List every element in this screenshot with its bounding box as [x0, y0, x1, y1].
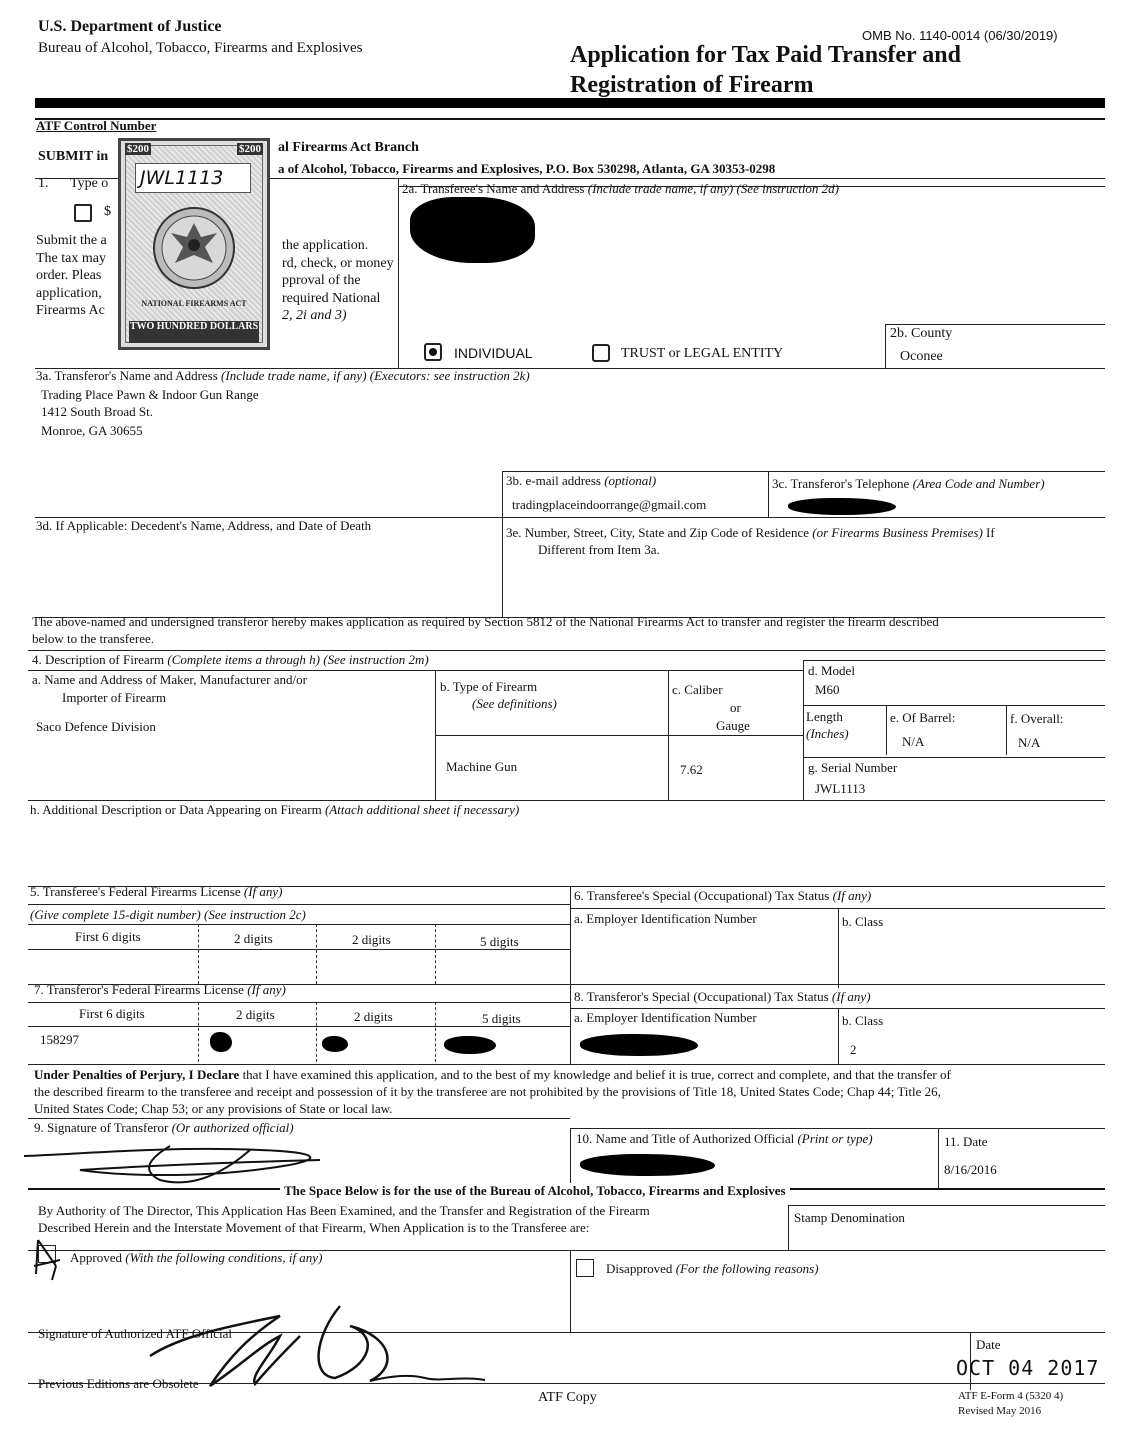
statement-line1: The above-named and undersigned transferor hereby makes application as required by Section 5812 of the National Firearms Act to transfer and register the firearm described [32, 614, 939, 629]
caliber-gauge: Gauge [716, 718, 750, 733]
overall-length-value: N/A [1018, 735, 1041, 750]
maker-value: Saco Defence Division [36, 719, 156, 734]
stamp-handwritten-serial: JWL1113 [135, 163, 251, 193]
firearm-type-label: b. Type of Firearm [440, 679, 538, 694]
residence-label-line2: Different from Item 3a. [538, 542, 660, 557]
individual-radio[interactable] [424, 343, 442, 361]
bureau-name: Bureau of Alcohol, Tobacco, Firearms and Explosives [38, 40, 363, 56]
transferee-tax-status-label: 6. Transferee's Special (Occupational) Tax Status (If any) [574, 888, 872, 903]
county-value: Oconee [900, 349, 943, 364]
atf-approval-date-stamp: OCT 04 2017 [956, 1356, 1100, 1380]
divider [768, 471, 769, 517]
stamp-caption: NATIONAL FIREARMS ACT [141, 299, 247, 308]
transferor-class-label: b. Class [842, 1013, 884, 1028]
signature-date: 8/16/2016 [944, 1162, 997, 1177]
redaction [580, 1154, 715, 1176]
caliber-or: or [730, 700, 741, 715]
perjury-line1: Under Penalties of Perjury, I Declare that I have examined this application, and to the best of my knowledge and belief it is true, correct and complete, and that the transfer of [34, 1067, 951, 1082]
divider [1006, 705, 1007, 755]
barrel-length-value: N/A [902, 734, 925, 749]
divider [28, 670, 803, 671]
approved-label: Approved (With the following conditions, if any) [70, 1250, 323, 1265]
transferor-name: Trading Place Pawn & Indoor Gun Range [41, 387, 259, 402]
tax-stamp [118, 138, 270, 350]
department-name: U.S. Department of Justice [38, 18, 222, 35]
eagle-seal-icon [151, 203, 237, 293]
firearm-type-value: Machine Gun [446, 759, 518, 774]
transferor-ein-label: a. Employer Identification Number [574, 1010, 757, 1025]
length-label: Length [806, 709, 843, 724]
divider [28, 1026, 570, 1027]
maker-label: a. Name and Address of Maker, Manufacturer and/or [32, 672, 307, 687]
omb-number: OMB No. 1140-0014 (06/30/2019) [862, 28, 1058, 43]
ffl7-col-2digits-b: 2 digits [354, 1009, 393, 1024]
stamp-denomination-right: $200 [239, 143, 261, 155]
date-label: 11. Date [944, 1134, 988, 1149]
divider [570, 1250, 571, 1332]
divider [803, 757, 1105, 758]
disapproved-label: Disapproved (For the following reasons) [606, 1261, 819, 1276]
model-value: M60 [815, 682, 840, 697]
divider [198, 924, 199, 984]
divider [28, 949, 570, 950]
ffl7-col-5digits: 5 digits [482, 1011, 521, 1026]
individual-label: INDIVIDUAL [454, 345, 533, 361]
email-value: tradingplaceindoorrange@gmail.com [512, 497, 707, 512]
divider [435, 924, 436, 984]
branch-name: al Firearms Act Branch [278, 140, 419, 155]
payment-symbol: $ [104, 204, 111, 219]
caliber-label: c. Caliber [672, 682, 723, 697]
divider [502, 471, 503, 617]
copy-designation: ATF Copy [538, 1390, 597, 1405]
divider [570, 1128, 571, 1188]
divider [316, 1002, 317, 1062]
divider [803, 660, 804, 800]
divider [435, 735, 803, 736]
length-unit: (Inches) [806, 726, 849, 741]
redaction [322, 1036, 348, 1052]
divider [35, 118, 1105, 120]
transferee-ein-label: a. Employer Identification Number [574, 911, 757, 926]
transferor-name-label: 3a. Transferor's Name and Address (Include trade name, if any) (Executors: see instruction 2k) [36, 368, 530, 383]
transferor-ffl-label: 7. Transferor's Federal Firearms License (If any) [34, 982, 286, 997]
divider [502, 471, 1105, 472]
form-number: ATF E-Form 4 (5320 4) [958, 1390, 1064, 1402]
transferee-ffl-label: 5. Transferee's Federal Firearms License (If any) [30, 884, 283, 899]
divider [198, 1002, 199, 1062]
item1-number: 1. [38, 176, 49, 191]
trust-radio[interactable] [592, 344, 610, 362]
header-rule [35, 98, 1105, 108]
residence-label: 3e. Number, Street, City, State and Zip Code of Residence (or Firearms Business Premises) If [506, 525, 995, 540]
atf-authority-line2: Described Herein and the Interstate Movement of that Firearm, When Application is to the Transferee are: [38, 1220, 590, 1235]
email-label: 3b. e-mail address (optional) [506, 473, 657, 488]
transferee-ffl-hint: (Give complete 15-digit number) (See instruction 2c) [30, 907, 306, 922]
trust-label: TRUST or LEGAL ENTITY [621, 346, 784, 361]
perjury-line2: the described firearm to the transferee and receipt and possession of it by the transferee are not prohibited by the provisions of Title 18, United States Code; Chap 44; Title 26, [34, 1084, 941, 1099]
submit-label: SUBMIT in [38, 149, 109, 164]
atf-date-label: Date [976, 1337, 1001, 1352]
phone-label: 3c. Transferor's Telephone (Area Code and Number) [772, 476, 1045, 491]
barrel-length-label: e. Of Barrel: [890, 710, 956, 725]
serial-number-value: JWL1113 [815, 781, 866, 796]
ffl5-col-2digits-b: 2 digits [352, 932, 391, 947]
transferor-city: Monroe, GA 30655 [41, 423, 143, 438]
ffl5-col-first6: First 6 digits [75, 929, 141, 944]
divider [28, 1064, 1105, 1065]
overall-length-label: f. Overall: [1010, 711, 1064, 726]
form-revision: Revised May 2016 [958, 1405, 1042, 1417]
redaction [410, 197, 535, 263]
divider [398, 186, 1105, 187]
statement-line2: below to the transferee. [32, 631, 155, 646]
submit-instructions-left: Submit the a The tax may order. Pleas application, Firearms Ac [36, 233, 107, 318]
ffl5-col-5digits: 5 digits [480, 934, 519, 949]
transferee-name-label: 2a. Transferee's Name and Address (Include trade name, if any) (See instruction 2d) [402, 181, 840, 196]
divider [885, 324, 886, 368]
ffl7-col-first6: First 6 digits [79, 1006, 145, 1021]
submit-instructions-right: the application. rd, check, or money pproval of the required National 2, 2i and 3) [282, 238, 394, 323]
authorized-official-label: 10. Name and Title of Authorized Official (Print or type) [576, 1131, 873, 1146]
stamp-denomination-left: $200 [127, 143, 149, 155]
caliber-value: 7.62 [680, 762, 703, 777]
divider [838, 908, 839, 988]
redaction [210, 1032, 232, 1052]
divider [570, 886, 571, 1064]
disapproved-checkbox[interactable] [576, 1259, 594, 1277]
divider [803, 660, 1105, 661]
divider [885, 324, 1105, 325]
divider [316, 924, 317, 984]
payment-checkbox[interactable] [74, 204, 92, 222]
divider [788, 1205, 789, 1250]
divider [886, 705, 887, 755]
divider [28, 800, 1105, 801]
approved-checkmark [32, 1236, 64, 1282]
divider [838, 1008, 839, 1064]
divider [788, 1205, 1105, 1206]
divider [28, 650, 1105, 651]
redaction [788, 498, 896, 515]
serial-number-label: g. Serial Number [808, 760, 898, 775]
divider [28, 904, 570, 905]
firearm-type-hint: (See definitions) [472, 696, 557, 711]
county-label: 2b. County [890, 326, 953, 341]
atf-official-signature-label: Signature of Authorized ATF Official [38, 1326, 233, 1341]
maker-label-line2: Importer of Firearm [62, 690, 166, 705]
redaction [580, 1034, 698, 1056]
ffl7-col-2digits-a: 2 digits [236, 1007, 275, 1022]
transferor-ffl-first6: 158297 [40, 1032, 79, 1047]
divider [28, 924, 570, 925]
divider [398, 178, 399, 368]
transferor-signature-label: 9. Signature of Transferor (Or authorized official) [34, 1120, 294, 1135]
firearm-description-label: 4. Description of Firearm (Complete items a through h) (See instruction 2m) [32, 652, 429, 667]
branch-address: a of Alcohol, Tobacco, Firearms and Explosives, P.O. Box 530298, Atlanta, GA 30353-0298 [278, 161, 776, 176]
atf-control-number-label: ATF Control Number [36, 118, 157, 133]
model-label: d. Model [808, 663, 855, 678]
stamp-denomination-label: Stamp Denomination [794, 1210, 905, 1225]
additional-description-label: h. Additional Description or Data Appearing on Firearm (Attach additional sheet if necessary) [30, 802, 520, 817]
previous-editions-note: Previous Editions are Obsolete [38, 1376, 199, 1391]
transferor-street: 1412 South Broad St. [41, 404, 153, 419]
ffl5-col-2digits-a: 2 digits [234, 931, 273, 946]
divider [938, 1128, 939, 1188]
atf-authority-line1: By Authority of The Director, This Application Has Been Examined, and the Transfer and Registration of the Firearm [38, 1203, 650, 1218]
perjury-line3: United States Code; Chap 53; or any provisions of State or local law. [34, 1101, 393, 1116]
transferor-class-value: 2 [850, 1042, 857, 1057]
redaction [444, 1036, 496, 1054]
divider [28, 1118, 570, 1119]
divider [570, 1128, 1105, 1129]
type-of-transfer-label: Type o [70, 176, 109, 191]
transferor-signature [20, 1136, 340, 1188]
divider [28, 1002, 570, 1003]
divider [803, 705, 1105, 706]
stamp-value-banner: TWO HUNDRED DOLLARS [129, 321, 259, 343]
form-title-line1: Application for Tax Paid Transfer and [570, 42, 961, 68]
transferor-tax-status-label: 8. Transferor's Special (Occupational) Tax Status (If any) [574, 989, 871, 1004]
form-title-line2: Registration of Firearm [570, 72, 814, 98]
atf-use-header: The Space Below is for the use of the Bureau of Alcohol, Tobacco, Firearms and Explosives [280, 1183, 790, 1199]
transferee-class-label: b. Class [842, 914, 884, 929]
decedent-label: 3d. If Applicable: Decedent's Name, Address, and Date of Death [36, 518, 372, 533]
divider [435, 1002, 436, 1062]
